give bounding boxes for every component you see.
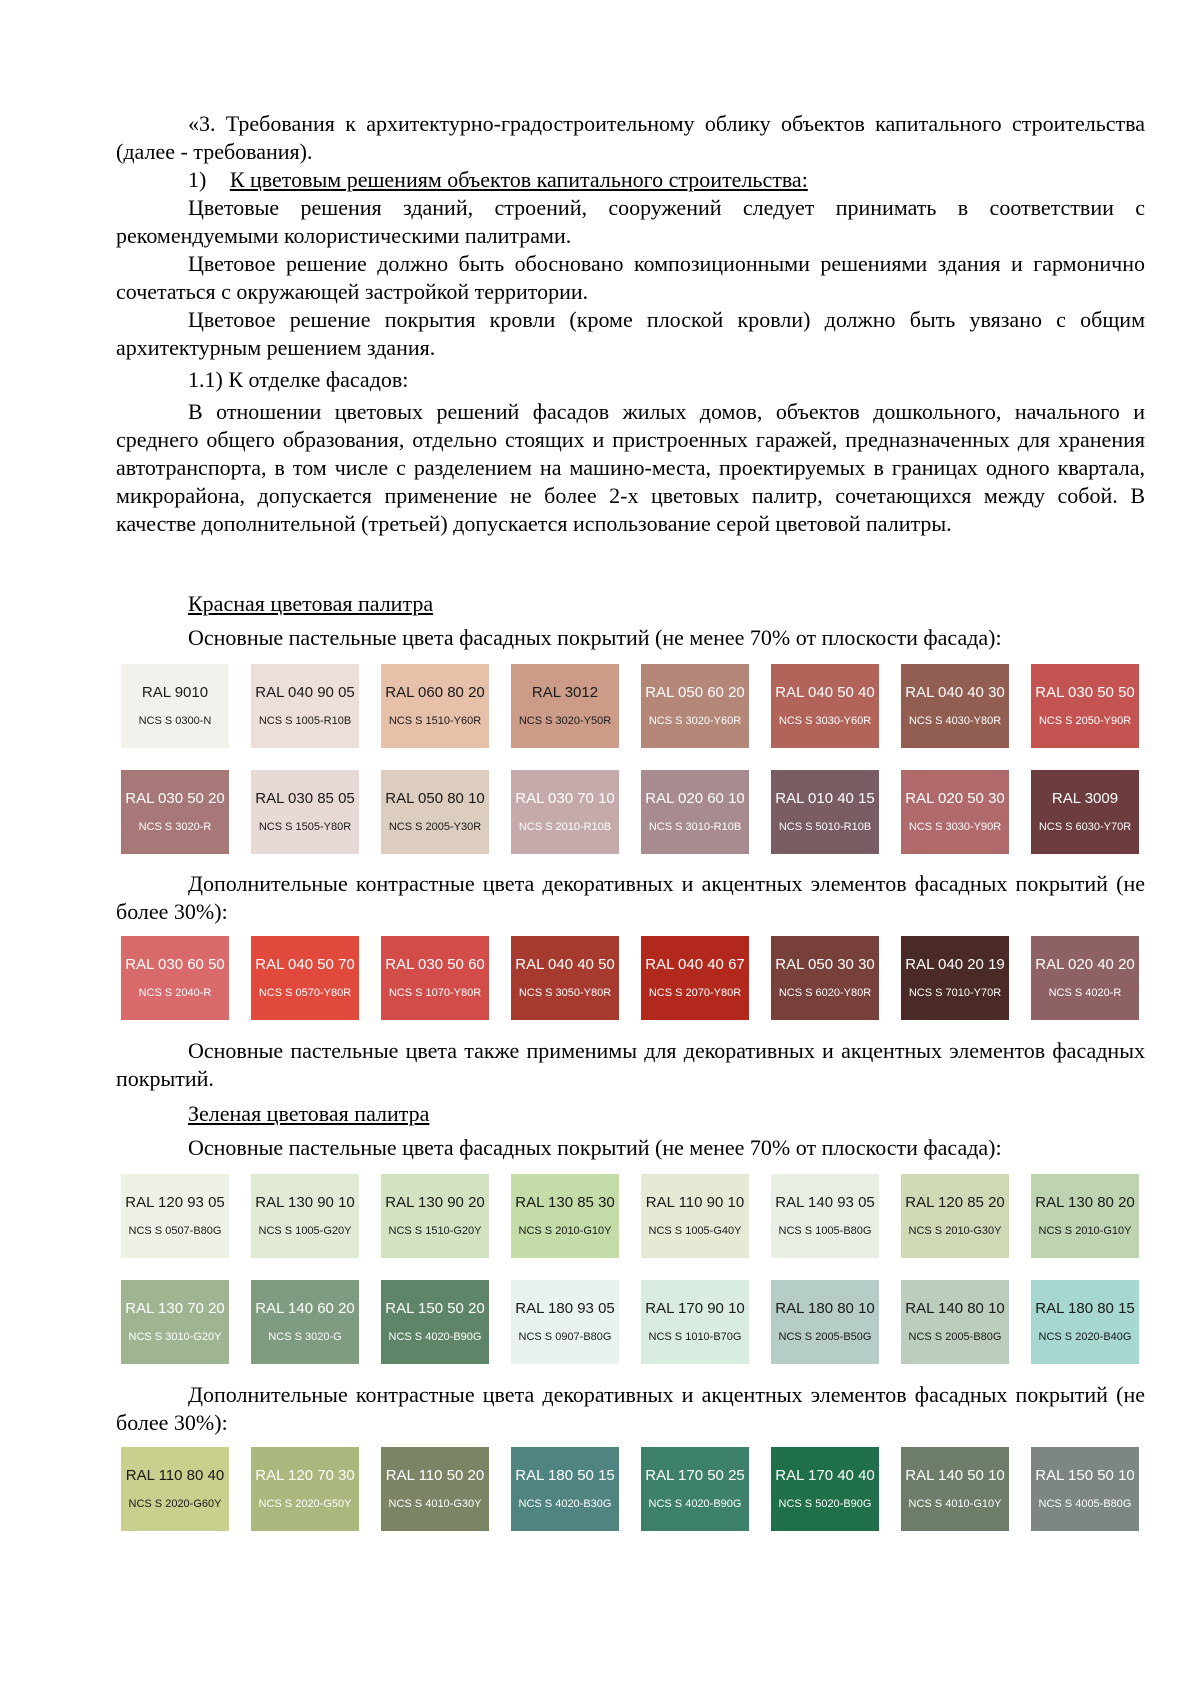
swatch-ncs-code: NCS S 3010-G20Y — [128, 1331, 222, 1343]
swatch-ncs-code: NCS S 2005-B50G — [778, 1331, 872, 1343]
red-pastel-swatch — [121, 664, 229, 748]
swatch-ral-code: RAL 120 85 20 — [905, 1194, 1005, 1211]
swatch-ral-code: RAL 050 60 20 — [645, 684, 745, 701]
green-accent-swatch — [771, 1447, 879, 1531]
green-pastel-swatch — [511, 1174, 619, 1258]
swatch-ncs-code: NCS S 1010-B70G — [648, 1331, 742, 1343]
paragraph-4: В отношении цветовых решений фасадов жилых домов, объектов дошкольного, начального и среднего общего образования, отдельно стоящих и пристроенных гаражей, предназначенных для хранения автотранспорта, в том числе с разделением на машино-места, проектируемых в границах одного квартала, микрорайона, допускается применение не более 2-х цветовых палитр, сочетающихся между собой. В качестве дополнительной (третьей) допускается использование серой цветовой палитры. — [116, 399, 1145, 536]
green-accent-swatch — [511, 1447, 619, 1531]
green-pastel-swatch — [771, 1174, 879, 1258]
swatch-ncs-code: NCS S 1005-G40Y — [648, 1225, 742, 1237]
swatch-ncs-code: NCS S 1005-G20Y — [258, 1225, 352, 1237]
red-note: Основные пастельные цвета также применимы для декоративных и акцентных элементов фасадных покрытий. — [116, 1038, 1145, 1091]
section-heading: «3. Требования к архитектурно-градостроительному облику объектов капитального строительства (далее - требования). — [116, 111, 1145, 164]
green-pastel-swatch — [381, 1280, 489, 1364]
red-pastel-caption: Основные пастельные цвета фасадных покрытий (не менее 70% от плоскости фасада): — [188, 625, 1002, 650]
green-pastel-swatch — [251, 1174, 359, 1258]
swatch-ral-code: RAL 180 50 15 — [515, 1467, 615, 1484]
swatch-ral-code: RAL 120 93 05 — [125, 1194, 225, 1211]
swatch-ral-code: RAL 030 50 20 — [125, 790, 225, 807]
item-1-heading — [116, 166, 1145, 194]
swatch-ncs-code: NCS S 6020-Y80R — [778, 987, 872, 999]
swatch-ncs-code: NCS S 3030-Y90R — [908, 821, 1002, 833]
green-accent-swatch — [381, 1447, 489, 1531]
item-1-1-heading: 1.1) К отделке фасадов: — [188, 367, 409, 392]
swatch-ncs-code: NCS S 4010-G10Y — [908, 1498, 1002, 1510]
swatch-ncs-code: NCS S 3030-Y60R — [778, 715, 872, 727]
swatch-ncs-code: NCS S 5020-B90G — [778, 1498, 872, 1510]
swatch-ral-code: RAL 9010 — [141, 684, 209, 701]
red-pastel-swatch — [1031, 664, 1139, 748]
swatch-ral-code: RAL 130 85 30 — [515, 1194, 615, 1211]
swatch-ncs-code: NCS S 5010-R10B — [778, 821, 872, 833]
swatch-ncs-code: NCS S 4020-R — [1048, 987, 1122, 999]
green-accent-swatch — [641, 1447, 749, 1531]
swatch-ncs-code: NCS S 7010-Y70R — [908, 987, 1002, 999]
paragraph-2: Цветовое решение должно быть обосновано композиционными решениями здания и гармонично сочетаться с окружающей застройкой территории. — [116, 251, 1145, 304]
red-accent-caption-block — [116, 870, 1145, 926]
red-pastel-swatch — [901, 664, 1009, 748]
swatch-ncs-code: NCS S 2020-G50Y — [258, 1498, 352, 1510]
green-pastel-swatch — [1031, 1174, 1139, 1258]
red-pastel-swatch — [901, 770, 1009, 854]
swatch-ral-code: RAL 140 60 20 — [255, 1300, 355, 1317]
swatch-ncs-code: NCS S 4020-B90G — [388, 1331, 482, 1343]
green-pastel-swatch — [901, 1174, 1009, 1258]
green-accent-swatch — [901, 1447, 1009, 1531]
green-palette-title: Зеленая цветовая палитра — [188, 1101, 430, 1126]
item-1-title: К цветовым решениям объектов капитального строительства: — [229, 167, 808, 192]
swatch-ral-code: RAL 030 85 05 — [255, 790, 355, 807]
green-pastel-swatch — [121, 1280, 229, 1364]
swatch-ral-code: RAL 180 80 15 — [1035, 1300, 1135, 1317]
paragraph-1: Цветовые решения зданий, строений, сооружений следует принимать в соответствии с рекомендуемыми колористическими палитрами. — [116, 195, 1145, 248]
swatch-ral-code: RAL 140 80 10 — [905, 1300, 1005, 1317]
swatch-ral-code: RAL 150 50 20 — [385, 1300, 485, 1317]
red-pastel-swatch — [1031, 770, 1139, 854]
green-pastel-swatch — [381, 1174, 489, 1258]
swatch-ral-code: RAL 130 90 20 — [385, 1194, 485, 1211]
swatch-ncs-code: NCS S 1005-R10B — [258, 715, 352, 727]
swatch-ral-code: RAL 020 50 30 — [905, 790, 1005, 807]
swatch-ral-code: RAL 030 50 50 — [1035, 684, 1135, 701]
swatch-ral-code: RAL 3009 — [1051, 790, 1119, 807]
swatch-ral-code: RAL 140 93 05 — [775, 1194, 875, 1211]
swatch-ral-code: RAL 040 20 19 — [905, 956, 1005, 973]
green-accent-caption-block — [116, 1381, 1145, 1437]
red-accent-swatch — [641, 936, 749, 1020]
red-accent-swatch — [771, 936, 879, 1020]
red-pastel-swatch — [251, 770, 359, 854]
intro-text — [116, 110, 1145, 538]
swatch-ral-code: RAL 180 80 10 — [775, 1300, 875, 1317]
green-pastel-swatch — [771, 1280, 879, 1364]
swatch-ral-code: RAL 120 70 30 — [255, 1467, 355, 1484]
swatch-ncs-code: NCS S 2070-Y80R — [648, 987, 742, 999]
red-accent-swatch — [121, 936, 229, 1020]
swatch-ncs-code: NCS S 0300-N — [138, 715, 212, 727]
swatch-ncs-code: NCS S 1505-Y80R — [258, 821, 352, 833]
swatch-ncs-code: NCS S 3020-Y60R — [648, 715, 742, 727]
swatch-ral-code: RAL 040 50 70 — [255, 956, 355, 973]
red-accent-swatch — [1031, 936, 1139, 1020]
red-note-block — [116, 1037, 1145, 1093]
green-pastel-swatch — [641, 1280, 749, 1364]
red-palette-title: Красная цветовая палитра — [188, 591, 434, 616]
swatch-ncs-code: NCS S 4030-Y80R — [908, 715, 1002, 727]
red-pastel-swatch — [121, 770, 229, 854]
green-accent-swatch — [1031, 1447, 1139, 1531]
swatch-ral-code: RAL 110 80 40 — [125, 1467, 225, 1484]
red-accent-swatch — [511, 936, 619, 1020]
swatch-ral-code: RAL 130 70 20 — [125, 1300, 225, 1317]
green-pastel-swatch — [901, 1280, 1009, 1364]
swatch-ncs-code: NCS S 0570-Y80R — [258, 987, 352, 999]
red-accent-swatch — [901, 936, 1009, 1020]
swatch-ral-code: RAL 180 93 05 — [515, 1300, 615, 1317]
swatch-ncs-code: NCS S 2040-R — [138, 987, 212, 999]
red-accent-caption: Дополнительные контрастные цвета декоративных и акцентных элементов фасадных покрытий (не более 30%): — [116, 871, 1145, 924]
swatch-ncs-code: NCS S 3050-Y80R — [518, 987, 612, 999]
swatch-ncs-code: NCS S 4020-B30G — [518, 1498, 612, 1510]
swatch-ral-code: RAL 110 90 10 — [645, 1194, 745, 1211]
swatch-ral-code: RAL 150 50 10 — [1035, 1467, 1135, 1484]
paragraph-3: Цветовое решение покрытия кровли (кроме плоской кровли) должно быть увязано с общим архитектурным решением здания. — [116, 307, 1145, 360]
red-pastel-swatch — [771, 664, 879, 748]
swatch-ncs-code: NCS S 1510-Y60R — [388, 715, 482, 727]
swatch-ncs-code: NCS S 1005-B80G — [778, 1225, 872, 1237]
swatch-ral-code: RAL 130 90 10 — [255, 1194, 355, 1211]
swatch-ncs-code: NCS S 1510-G20Y — [388, 1225, 482, 1237]
red-pastel-swatch — [511, 770, 619, 854]
green-accent-swatch-grid — [121, 1447, 1141, 1531]
green-pastel-caption: Основные пастельные цвета фасадных покрытий (не менее 70% от плоскости фасада): — [188, 1135, 1002, 1160]
swatch-ncs-code: NCS S 6030-Y70R — [1038, 821, 1132, 833]
swatch-ral-code: RAL 040 50 40 — [775, 684, 875, 701]
swatch-ncs-code: NCS S 2010-G10Y — [518, 1225, 612, 1237]
red-pastel-swatch-grid — [121, 664, 1141, 854]
swatch-ncs-code: NCS S 4010-G30Y — [388, 1498, 482, 1510]
swatch-ral-code: RAL 040 40 30 — [905, 684, 1005, 701]
green-pastel-swatch — [1031, 1280, 1139, 1364]
red-palette-header — [116, 590, 1145, 652]
green-accent-caption: Дополнительные контрастные цвета декоративных и акцентных элементов фасадных покрытий (не более 30%): — [116, 1382, 1145, 1435]
swatch-ral-code: RAL 170 40 40 — [775, 1467, 875, 1484]
swatch-ncs-code: NCS S 2020-B40G — [1038, 1331, 1132, 1343]
green-accent-swatch — [121, 1447, 229, 1531]
red-pastel-swatch — [251, 664, 359, 748]
red-accent-swatch-grid — [121, 936, 1141, 1020]
swatch-ral-code: RAL 040 90 05 — [255, 684, 355, 701]
swatch-ral-code: RAL 3012 — [531, 684, 599, 701]
green-pastel-swatch-grid — [121, 1174, 1141, 1364]
swatch-ral-code: RAL 110 50 20 — [385, 1467, 485, 1484]
green-pastel-swatch — [121, 1174, 229, 1258]
swatch-ral-code: RAL 040 40 67 — [645, 956, 745, 973]
swatch-ral-code: RAL 020 40 20 — [1035, 956, 1135, 973]
red-pastel-swatch — [771, 770, 879, 854]
red-pastel-swatch — [641, 770, 749, 854]
red-pastel-swatch — [381, 664, 489, 748]
swatch-ncs-code: NCS S 2050-Y90R — [1038, 715, 1132, 727]
green-pastel-swatch — [641, 1174, 749, 1258]
swatch-ncs-code: NCS S 2010-G30Y — [908, 1225, 1002, 1237]
swatch-ncs-code: NCS S 4020-B90G — [648, 1498, 742, 1510]
swatch-ral-code: RAL 010 40 15 — [775, 790, 875, 807]
swatch-ral-code: RAL 170 90 10 — [645, 1300, 745, 1317]
swatch-ral-code: RAL 130 80 20 — [1035, 1194, 1135, 1211]
red-accent-swatch — [251, 936, 359, 1020]
swatch-ral-code: RAL 060 80 20 — [385, 684, 485, 701]
green-pastel-swatch — [511, 1280, 619, 1364]
swatch-ral-code: RAL 030 70 10 — [515, 790, 615, 807]
swatch-ral-code: RAL 050 80 10 — [385, 790, 485, 807]
swatch-ral-code: RAL 020 60 10 — [645, 790, 745, 807]
red-pastel-swatch — [641, 664, 749, 748]
swatch-ncs-code: NCS S 0507-B80G — [128, 1225, 222, 1237]
green-palette-header — [116, 1100, 1145, 1162]
swatch-ncs-code: NCS S 4005-B80G — [1038, 1498, 1132, 1510]
swatch-ral-code: RAL 030 60 50 — [125, 956, 225, 973]
green-accent-swatch — [251, 1447, 359, 1531]
swatch-ncs-code: NCS S 2005-Y30R — [388, 821, 482, 833]
swatch-ncs-code: NCS S 0907-B80G — [518, 1331, 612, 1343]
red-accent-swatch — [381, 936, 489, 1020]
swatch-ncs-code: NCS S 2020-G60Y — [128, 1498, 222, 1510]
swatch-ral-code: RAL 170 50 25 — [645, 1467, 745, 1484]
swatch-ncs-code: NCS S 2010-R10B — [518, 821, 612, 833]
swatch-ral-code: RAL 140 50 10 — [905, 1467, 1005, 1484]
swatch-ral-code: RAL 030 50 60 — [385, 956, 485, 973]
swatch-ral-code: RAL 040 40 50 — [515, 956, 615, 973]
swatch-ncs-code: NCS S 2010-G10Y — [1038, 1225, 1132, 1237]
green-pastel-swatch — [251, 1280, 359, 1364]
swatch-ncs-code: NCS S 3020-R — [138, 821, 212, 833]
red-pastel-swatch — [511, 664, 619, 748]
item-1-number: 1) — [188, 167, 207, 192]
swatch-ral-code: RAL 050 30 30 — [775, 956, 875, 973]
swatch-ncs-code: NCS S 3020-G — [268, 1331, 342, 1343]
swatch-ncs-code: NCS S 1070-Y80R — [388, 987, 482, 999]
swatch-ncs-code: NCS S 2005-B80G — [908, 1331, 1002, 1343]
swatch-ncs-code: NCS S 3010-R10B — [648, 821, 742, 833]
red-pastel-swatch — [381, 770, 489, 854]
swatch-ncs-code: NCS S 3020-Y50R — [518, 715, 612, 727]
